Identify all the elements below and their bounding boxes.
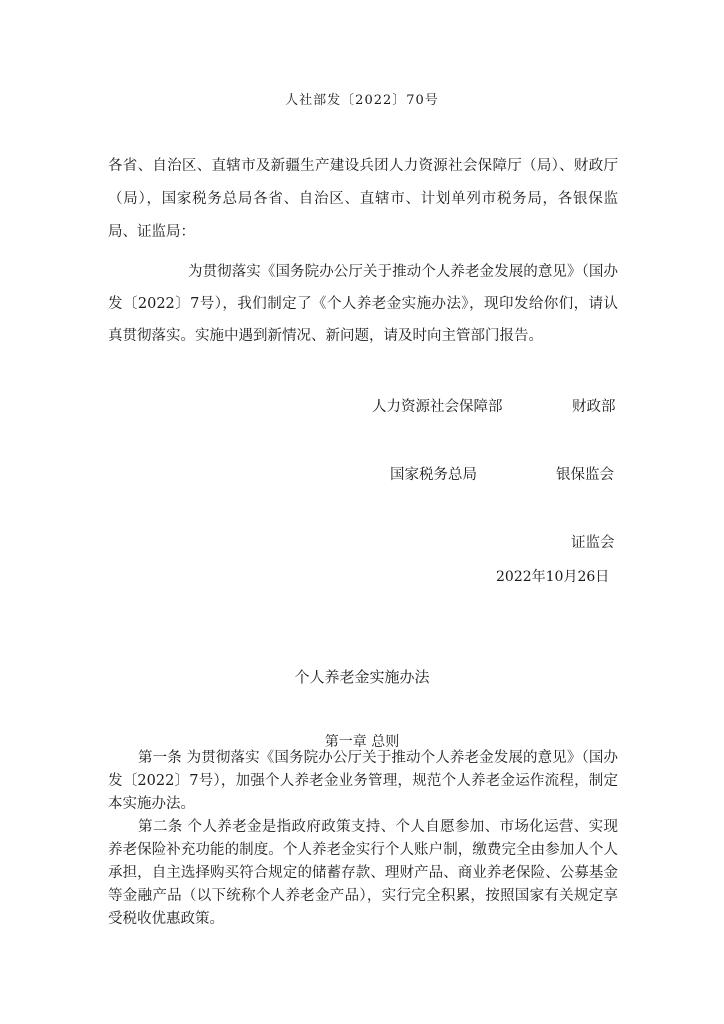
- signatory-mof: 财政部: [572, 399, 616, 415]
- signatory-sat: 国家税务总局: [390, 467, 477, 483]
- measures-title: 个人养老金实施办法: [294, 668, 430, 686]
- issue-date: 2022年10月26日: [496, 569, 610, 585]
- article-2: 第二条 个人养老金是指政府政策支持、个人自愿参加、市场化运营、实现养老保险补充功能的制度。个人养老金实行个人账户制，缴费完全由参加人个人承担，自主选择购买符合规定的储蓄存款、理财产品、商业养老保险、公募基金等金融产品（以下统称个人养老金产品），实行完全积累，按照国家有关规定享受税收优惠政策。: [108, 819, 618, 927]
- signatory-csrc: 证监会: [571, 535, 615, 551]
- signatory-mohrss: 人力资源社会保障部: [372, 399, 503, 415]
- article-1: 第一条 为贯彻落实《国务院办公厅关于推动个人养老金发展的意见》（国办发〔2022〕7号），加强个人养老金业务管理，规范个人养老金运作流程，制定本实施办法。: [108, 750, 618, 812]
- chapter-heading: 第一章 总则: [324, 734, 400, 750]
- document-number: 人社部发〔2022〕70号: [285, 93, 439, 108]
- intro-paragraph: 为贯彻落实《国务院办公厅关于推动个人养老金发展的意见》（国办发〔2022〕7号），我们制定了《个人养老金实施办法》，现印发给你们，请认真贯彻落实。实施中遇到新情况、新问题，请及时向主管部门报告。: [108, 264, 618, 344]
- addressee-paragraph: 各省、自治区、直辖市及新疆生产建设兵团人力资源社会保障厅（局）、财政厅（局），国家税务总局各省、自治区、直辖市、计划单列市税务局，各银保监局、证监局：: [108, 158, 618, 240]
- signatory-cbirc: 银保监会: [556, 467, 614, 483]
